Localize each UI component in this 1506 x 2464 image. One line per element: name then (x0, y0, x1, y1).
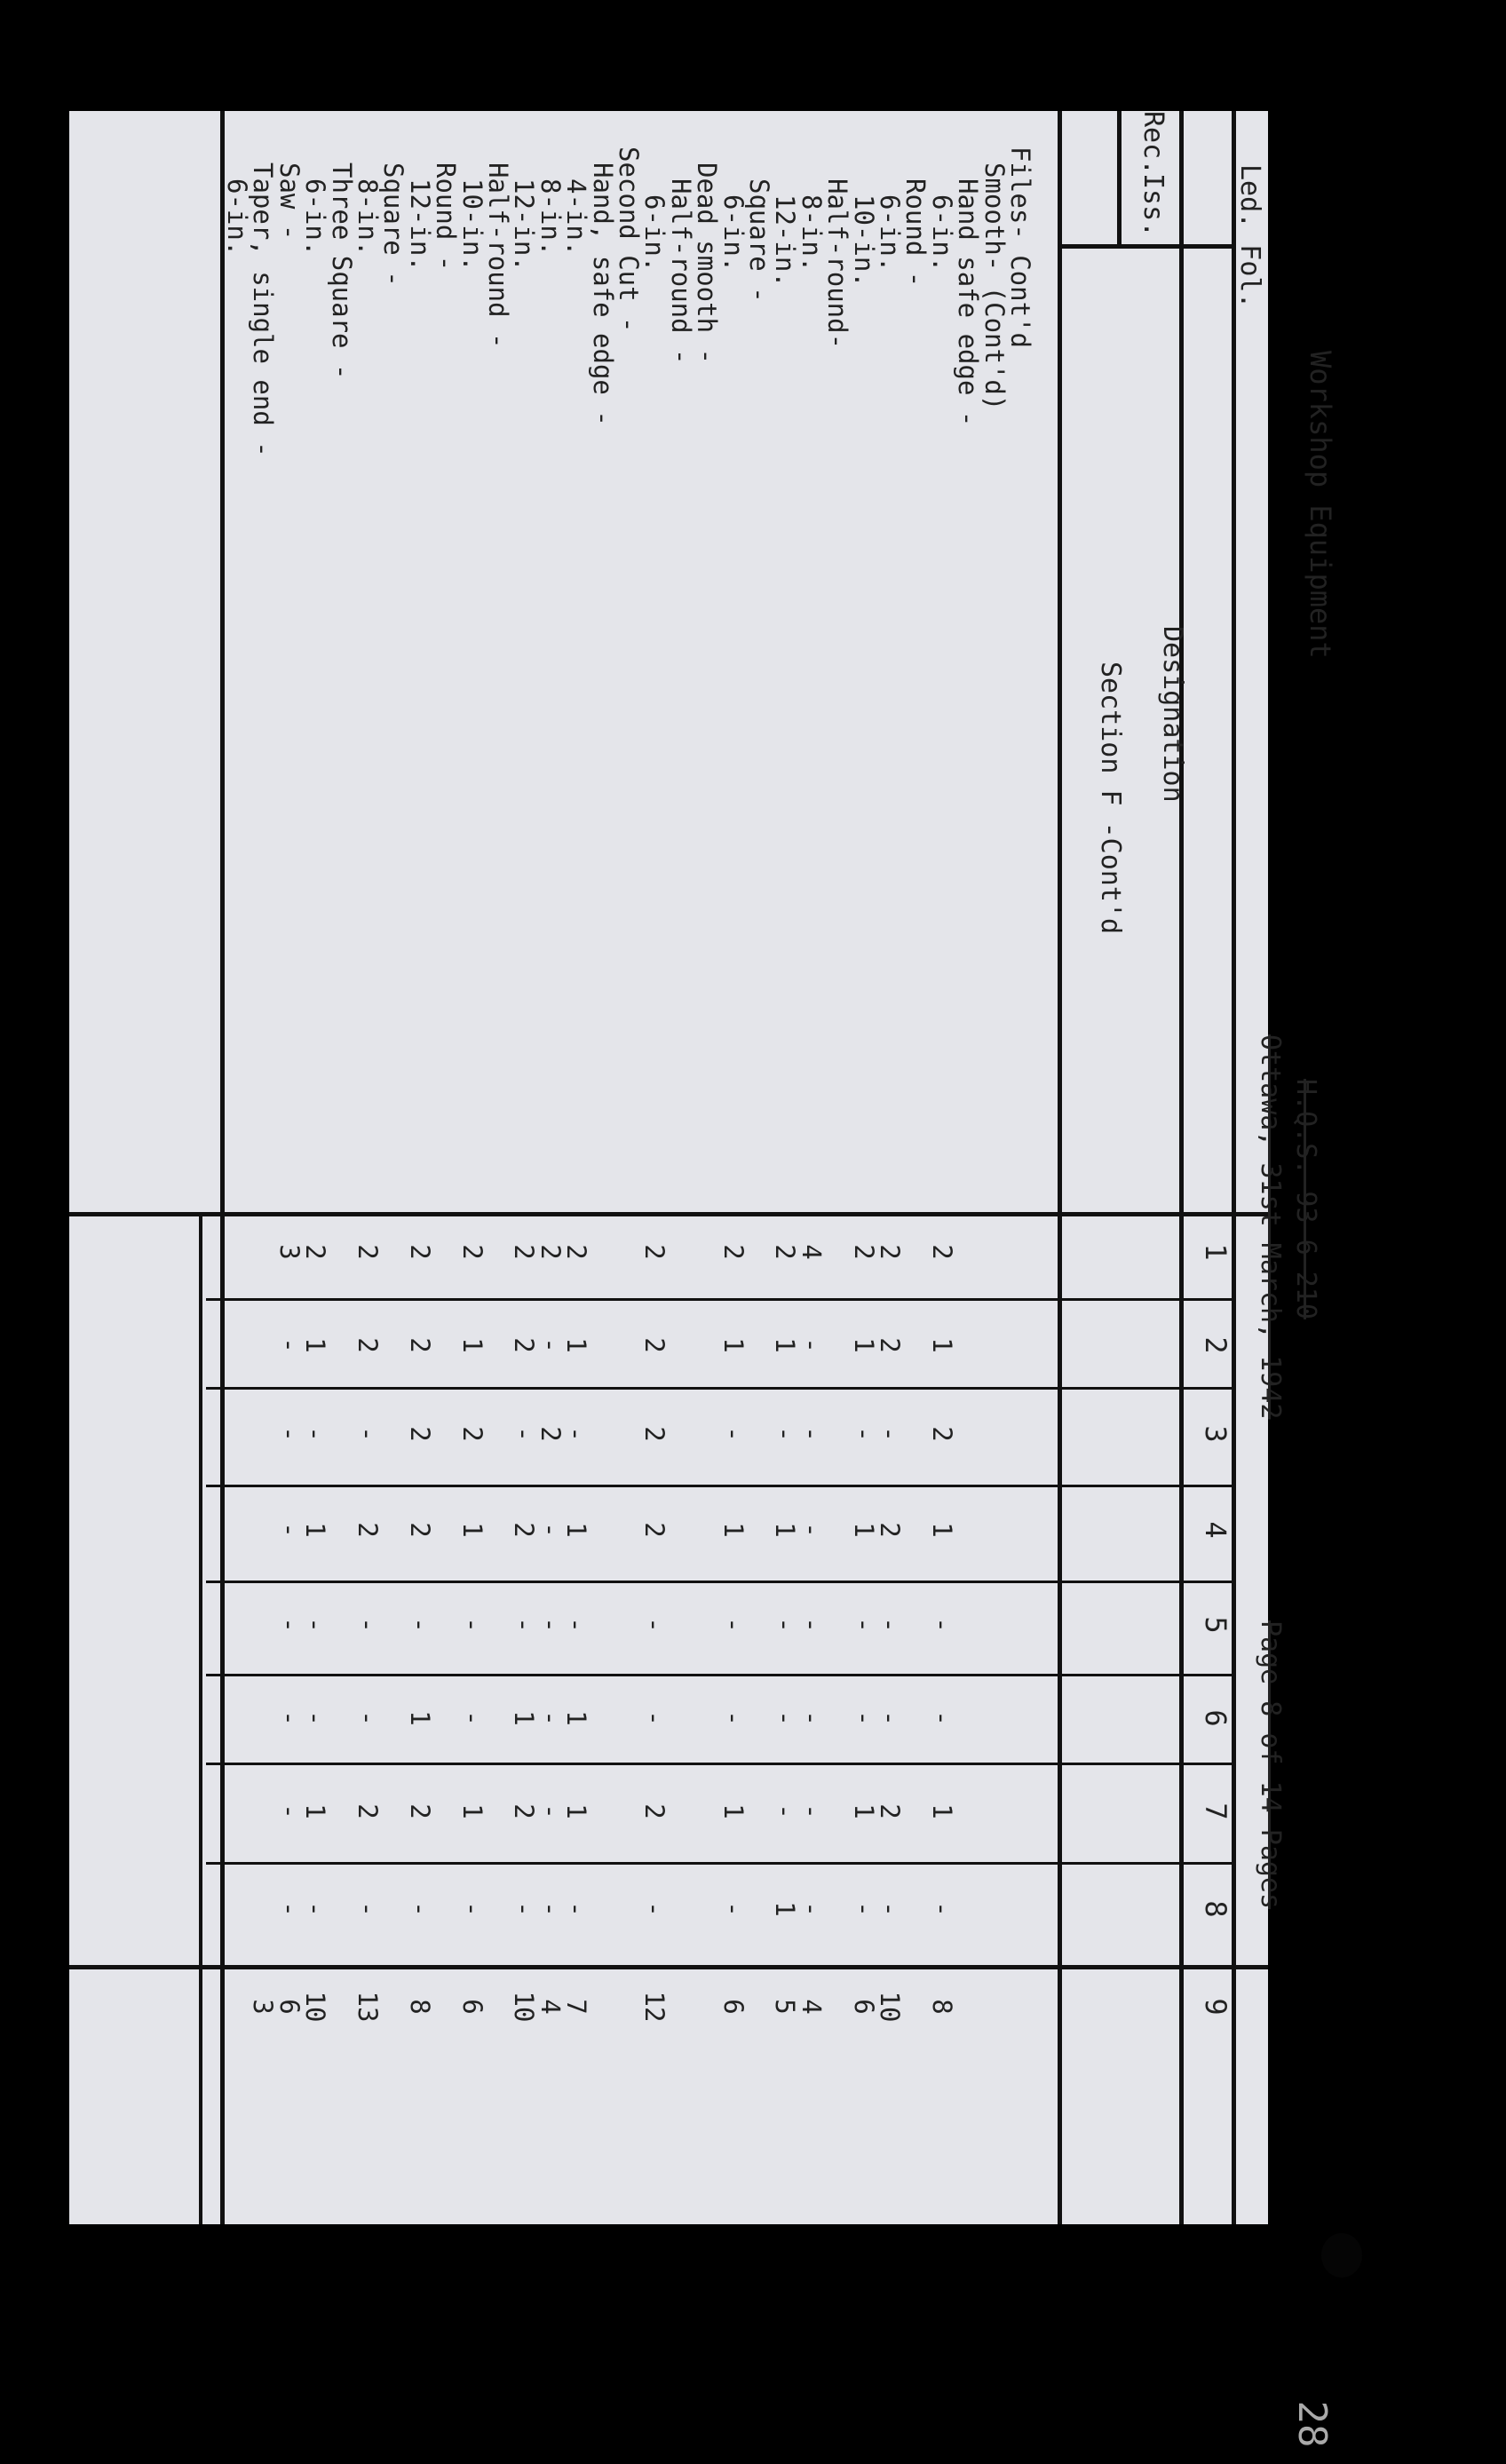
quantity-cell: - (509, 1901, 540, 1917)
frame-line-ledfol (1179, 111, 1184, 2224)
quantity-cell: - (796, 1337, 827, 1353)
quantity-cell: 1 (456, 1337, 487, 1353)
ledger-sheet (69, 111, 1337, 2224)
quantity-cell: 2 (875, 1522, 905, 1538)
quantity-cell: 10 (875, 1991, 905, 2023)
column-header-4: 4 (1199, 1521, 1233, 1539)
quantity-cell: 3 (248, 1999, 279, 2015)
designation-item: Hand safe edge - (953, 178, 984, 427)
authority-stamp: H.Q.S. 93-6-210 (1290, 1079, 1321, 1319)
frame-line-bottom-2 (199, 1212, 202, 2224)
quantity-cell: - (875, 1901, 905, 1917)
quantity-cell: 1 (509, 1710, 540, 1726)
quantity-cell: - (561, 1426, 592, 1442)
quantity-cell: - (796, 1617, 827, 1633)
quantity-cell: - (353, 1710, 383, 1726)
col-divider-2 (206, 1387, 1236, 1390)
quantity-cell: - (561, 1901, 592, 1917)
rec-label: Rec. (1137, 111, 1169, 176)
quantity-cell: 2 (509, 1803, 540, 1819)
quantity-cell: 3 (273, 1244, 305, 1260)
quantity-cell: 1 (770, 1337, 801, 1353)
quantity-cell: 2 (561, 1244, 592, 1260)
quantity-cell: - (273, 1337, 305, 1353)
quantity-cell: 2 (353, 1522, 383, 1538)
quantity-cell: - (717, 1901, 749, 1917)
designation-item: Dead smooth - (692, 162, 723, 364)
quantity-cell: - (456, 1710, 487, 1726)
quantity-cell: 1 (926, 1522, 957, 1538)
section-heading: Section F -Cont'd (1095, 662, 1126, 935)
quantity-cell: - (796, 1426, 827, 1442)
quantity-cell: - (639, 1710, 670, 1726)
column-header-3: 3 (1199, 1425, 1233, 1443)
designation-item: Round - (900, 178, 931, 288)
quantity-cell: - (404, 1617, 435, 1633)
quantity-cell: - (353, 1901, 383, 1917)
designation-item: Smooth- (Cont'd) (979, 162, 1010, 411)
quantity-cell: 1 (770, 1522, 801, 1538)
quantity-cell: 2 (353, 1337, 383, 1353)
quantity-cell: - (796, 1803, 827, 1819)
quantity-cell: 1 (561, 1710, 592, 1726)
quantity-cell: - (535, 1617, 566, 1633)
quantity-cell: 2 (404, 1244, 435, 1260)
designation-item: 10-in. (456, 178, 487, 272)
ledfol-divider (1062, 244, 1236, 249)
quantity-cell: - (639, 1617, 670, 1633)
quantity-cell: 2 (717, 1244, 749, 1260)
designation-item: 6-in. (926, 194, 957, 273)
designation-item: Square - (744, 178, 774, 303)
designation-item: 6-in. (875, 194, 905, 273)
col-divider-3 (206, 1485, 1236, 1487)
quantity-cell: 6 (848, 1999, 879, 2015)
quantity-cell: - (848, 1617, 879, 1633)
quantity-cell: 1 (561, 1337, 592, 1353)
quantity-cell: - (300, 1426, 331, 1442)
quantity-cell: 1 (561, 1522, 592, 1538)
quantity-cell: 1 (770, 1901, 801, 1917)
quantity-cell: 13 (353, 1991, 383, 2023)
quantity-cell: - (300, 1617, 331, 1633)
quantity-cell: - (404, 1901, 435, 1917)
quantity-cell: 8 (404, 1999, 435, 2015)
quantity-cell: 6 (273, 1999, 305, 2015)
quantity-cell: 2 (639, 1522, 670, 1538)
quantity-cell: 2 (875, 1803, 905, 1819)
quantity-cell: 4 (796, 1999, 827, 2015)
quantity-cell: - (770, 1710, 801, 1726)
quantity-cell: - (535, 1337, 566, 1353)
quantity-cell: 2 (639, 1244, 670, 1260)
quantity-cell: 1 (848, 1337, 879, 1353)
quantity-cell: 5 (770, 1999, 801, 2015)
quantity-cell: 2 (509, 1244, 540, 1260)
document-page (69, 111, 1337, 2448)
quantity-cell: - (300, 1710, 331, 1726)
designation-item: Square - (378, 162, 409, 287)
designation-item: Half-round- (822, 178, 853, 350)
quantity-cell: - (353, 1426, 383, 1442)
quantity-cell: 2 (404, 1522, 435, 1538)
quantity-cell: - (926, 1710, 957, 1726)
quantity-cell: 1 (717, 1522, 749, 1538)
quantity-cell: 1 (848, 1522, 879, 1538)
column-header-9: 9 (1199, 1998, 1233, 2016)
quantity-cell: 2 (848, 1244, 879, 1260)
quantity-cell: 2 (404, 1426, 435, 1442)
quantity-cell: 2 (300, 1244, 331, 1260)
quantity-cell: - (796, 1522, 827, 1538)
quantity-cell: 8 (926, 1999, 957, 2015)
col-divider-5 (206, 1674, 1236, 1676)
quantity-cell: 2 (875, 1337, 905, 1353)
quantity-cell: 2 (926, 1244, 957, 1260)
quantity-cell: - (717, 1617, 749, 1633)
col-divider-1 (206, 1298, 1236, 1301)
column-header-5: 5 (1199, 1616, 1233, 1634)
quantity-cell: - (717, 1710, 749, 1726)
designation-item: Half-round - (665, 178, 696, 365)
quantity-cell: - (535, 1803, 566, 1819)
quantity-cell: 1 (717, 1803, 749, 1819)
quantity-cell: 1 (404, 1710, 435, 1726)
column-header-2: 2 (1199, 1336, 1233, 1354)
quantity-cell: - (848, 1426, 879, 1442)
quantity-cell: 2 (926, 1426, 957, 1442)
quantity-cell: 4 (796, 1244, 827, 1260)
designation-item: 6-in. (717, 194, 749, 273)
page-number: 28 (1289, 2400, 1335, 2448)
frame-line-header (1058, 111, 1062, 2224)
quantity-cell: 1 (456, 1522, 487, 1538)
quantity-cell: 2 (456, 1244, 487, 1260)
column-header-6: 6 (1199, 1709, 1233, 1727)
quantity-cell: 4 (535, 1999, 566, 2015)
quantity-cell: 2 (353, 1803, 383, 1819)
quantity-cell: - (535, 1901, 566, 1917)
quantity-cell: 2 (353, 1244, 383, 1260)
designation-header: Designation (1157, 626, 1188, 803)
designation-item: Files- Cont'd (1005, 147, 1035, 348)
quantity-cell: - (273, 1522, 305, 1538)
quantity-cell: 2 (456, 1426, 487, 1442)
col-divider-6 (206, 1763, 1236, 1765)
page-title: Workshop Equipment (1304, 351, 1337, 659)
quantity-cell: - (796, 1710, 827, 1726)
quantity-cell: 1 (717, 1337, 749, 1353)
designation-item: 6-in. (222, 178, 252, 257)
quantity-cell: - (456, 1901, 487, 1917)
column-header-8: 8 (1199, 1900, 1233, 1918)
designation-item: Round - (431, 162, 462, 272)
quantity-cell: 2 (770, 1244, 801, 1260)
quantity-cell: 2 (509, 1337, 540, 1353)
designation-item: 8-in. (535, 178, 566, 257)
quantity-cell: 1 (926, 1803, 957, 1819)
quantity-cell: 2 (404, 1803, 435, 1819)
designation-item: Saw - (273, 162, 305, 241)
quantity-cell: - (875, 1426, 905, 1442)
col-divider-7 (206, 1862, 1236, 1865)
designation-item: 8-in. (796, 194, 827, 273)
quantity-cell: 1 (300, 1522, 331, 1538)
quantity-cell: 1 (300, 1803, 331, 1819)
quantity-cell: 6 (717, 1999, 749, 2015)
quantity-cell: - (273, 1426, 305, 1442)
quantity-cell: - (639, 1901, 670, 1917)
designation-item: Hand, safe edge - (587, 162, 618, 426)
quantity-cell: 10 (300, 1991, 331, 2023)
col-divider-4 (206, 1581, 1236, 1583)
quantity-cell: 2 (875, 1244, 905, 1260)
quantity-cell: 2 (535, 1426, 566, 1442)
quantity-cell: - (273, 1901, 305, 1917)
quantity-cell: 2 (404, 1337, 435, 1353)
quantity-cell: 7 (561, 1999, 592, 2015)
quantity-cell: - (353, 1617, 383, 1633)
quantity-cell: 2 (639, 1426, 670, 1442)
quantity-cell: 2 (639, 1337, 670, 1353)
quantity-cell: - (770, 1617, 801, 1633)
quantity-cell: - (273, 1617, 305, 1633)
column-header-7: 7 (1199, 1802, 1233, 1820)
quantity-cell: 6 (456, 1999, 487, 2015)
ink-blot (1321, 2233, 1362, 2278)
designation-item: 4-in. (561, 178, 592, 257)
quantity-cell: 1 (848, 1803, 879, 1819)
designation-item: Taper, single end - (248, 162, 279, 457)
quantity-cell: - (535, 1710, 566, 1726)
quantity-cell: - (509, 1426, 540, 1442)
designation-item: Second Cut - (614, 147, 644, 333)
page-stamp: Page 8 of 14 Pages (1255, 1620, 1286, 1910)
quantity-cell: - (561, 1617, 592, 1633)
quantity-cell: - (717, 1426, 749, 1442)
iss-label: Iss. (1137, 173, 1169, 238)
quantity-cell: - (770, 1426, 801, 1442)
designation-item: 6-in. (300, 178, 331, 257)
column-header-1: 1 (1199, 1243, 1233, 1261)
led-fol-label: Led. Fol. (1234, 164, 1265, 309)
designation-item: 8-in. (353, 178, 383, 257)
quantity-cell: - (875, 1710, 905, 1726)
quantity-cell: - (926, 1617, 957, 1633)
quantity-cell: - (273, 1710, 305, 1726)
designation-item: 6-in. (639, 194, 670, 273)
quantity-cell: 12 (639, 1991, 670, 2023)
designation-item: 12-in. (509, 178, 540, 272)
quantity-cell: - (848, 1901, 879, 1917)
quantity-cell: - (509, 1617, 540, 1633)
quantity-cell: - (535, 1522, 566, 1538)
quantity-cell: - (300, 1901, 331, 1917)
quantity-cell: 1 (456, 1803, 487, 1819)
quantity-cell: 2 (535, 1244, 566, 1260)
designation-divider (69, 1212, 1268, 1216)
quantity-cell: - (848, 1710, 879, 1726)
quantity-cell: 2 (639, 1803, 670, 1819)
designation-item: 10-in. (848, 194, 879, 288)
col-divider-8 (69, 1965, 1268, 1969)
designation-item: 12-in. (404, 178, 435, 272)
date-stamp: Ottawa, 31st March, 1942 (1255, 1034, 1286, 1420)
quantity-cell: - (456, 1617, 487, 1633)
designation-item: 12-in. (770, 194, 801, 288)
designation-item: Three Square - (326, 162, 357, 380)
frame-line-reciss (1117, 111, 1122, 244)
quantity-cell: 2 (509, 1522, 540, 1538)
quantity-cell: 1 (926, 1337, 957, 1353)
quantity-cell: - (926, 1901, 957, 1917)
quantity-cell: - (273, 1803, 305, 1819)
quantity-cell: - (796, 1901, 827, 1917)
quantity-cell: - (770, 1803, 801, 1819)
designation-item: Half-round - (483, 162, 513, 349)
quantity-cell: 1 (300, 1337, 331, 1353)
frame-line-bottom (220, 111, 225, 2224)
quantity-cell: 10 (509, 1991, 540, 2023)
quantity-cell: 1 (561, 1803, 592, 1819)
quantity-cell: - (875, 1617, 905, 1633)
